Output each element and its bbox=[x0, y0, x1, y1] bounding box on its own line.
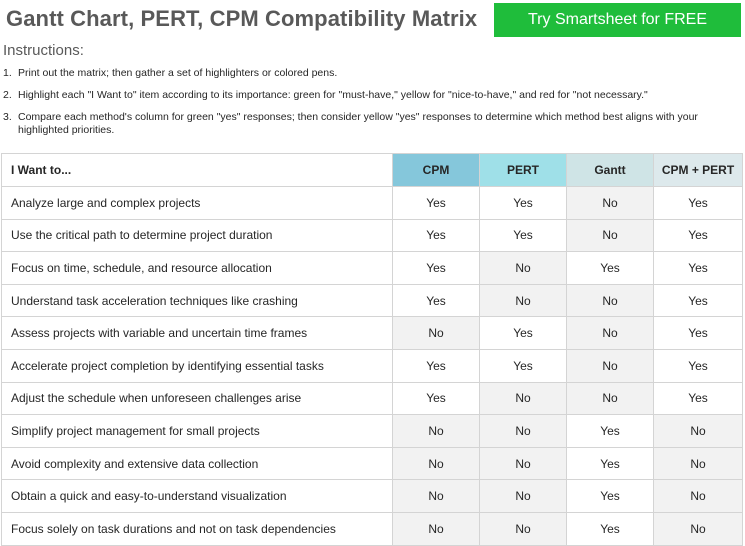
instruction-number: 1. bbox=[3, 67, 12, 79]
table-row bbox=[2, 219, 743, 252]
table-row bbox=[2, 447, 743, 480]
cpm-cell: No bbox=[393, 512, 480, 545]
compatibility-matrix-table bbox=[1, 153, 743, 546]
instruction-text: Highlight each "I Want to" item according to its importance: green for "must-have," yellow for "nice-to-have," and red for "not necessary." bbox=[18, 89, 648, 101]
header-pert: PERT bbox=[480, 154, 567, 187]
cpm-cell: No bbox=[393, 415, 480, 448]
cpm-cell: Yes bbox=[393, 382, 480, 415]
cpm-pert-cell: No bbox=[654, 512, 743, 545]
table-row bbox=[2, 187, 743, 220]
instruction-number: 2. bbox=[3, 89, 12, 101]
cpm-pert-cell: Yes bbox=[654, 349, 743, 382]
requirement-label: Assess projects with variable and uncertain time frames bbox=[2, 317, 393, 350]
table-row bbox=[2, 349, 743, 382]
instruction-text: Print out the matrix; then gather a set of highlighters or colored pens. bbox=[18, 67, 338, 79]
try-smartsheet-button[interactable]: Try Smartsheet for FREE bbox=[494, 3, 741, 37]
cpm-pert-cell: Yes bbox=[654, 187, 743, 220]
instruction-item bbox=[3, 89, 741, 102]
cpm-pert-cell: Yes bbox=[654, 317, 743, 350]
requirement-label: Accelerate project completion by identifying essential tasks bbox=[2, 349, 393, 382]
table-row bbox=[2, 415, 743, 448]
pert-cell: No bbox=[480, 284, 567, 317]
table-row bbox=[2, 252, 743, 285]
pert-cell: No bbox=[480, 252, 567, 285]
requirement-label: Avoid complexity and extensive data collection bbox=[2, 447, 393, 480]
cpm-cell: No bbox=[393, 447, 480, 480]
instruction-item bbox=[3, 111, 741, 137]
pert-cell: Yes bbox=[480, 349, 567, 382]
pert-cell: No bbox=[480, 415, 567, 448]
pert-cell: No bbox=[480, 512, 567, 545]
requirement-label: Use the critical path to determine project duration bbox=[2, 219, 393, 252]
requirement-label: Simplify project management for small projects bbox=[2, 415, 393, 448]
requirement-label: Focus on time, schedule, and resource allocation bbox=[2, 252, 393, 285]
pert-cell: No bbox=[480, 382, 567, 415]
header-i-want-to: I Want to... bbox=[2, 154, 393, 187]
instructions-heading: Instructions: bbox=[3, 42, 84, 59]
cpm-cell: Yes bbox=[393, 187, 480, 220]
cpm-pert-cell: No bbox=[654, 480, 743, 513]
pert-cell: No bbox=[480, 447, 567, 480]
gantt-cell: Yes bbox=[567, 480, 654, 513]
cpm-pert-cell: No bbox=[654, 415, 743, 448]
page-title: Gantt Chart, PERT, CPM Compatibility Matrix bbox=[6, 6, 478, 31]
gantt-cell: Yes bbox=[567, 415, 654, 448]
header-cpm-pert: CPM + PERT bbox=[654, 154, 743, 187]
cpm-pert-cell: Yes bbox=[654, 252, 743, 285]
table-row bbox=[2, 512, 743, 545]
cpm-pert-cell: Yes bbox=[654, 284, 743, 317]
gantt-cell: No bbox=[567, 284, 654, 317]
table-row bbox=[2, 382, 743, 415]
cpm-cell: Yes bbox=[393, 219, 480, 252]
cpm-cell: No bbox=[393, 317, 480, 350]
table-row bbox=[2, 480, 743, 513]
gantt-cell: No bbox=[567, 219, 654, 252]
cpm-pert-cell: No bbox=[654, 447, 743, 480]
instructions-list bbox=[3, 67, 741, 137]
gantt-cell: Yes bbox=[567, 447, 654, 480]
cpm-cell: Yes bbox=[393, 349, 480, 382]
cpm-cell: Yes bbox=[393, 284, 480, 317]
header-gantt: Gantt bbox=[567, 154, 654, 187]
gantt-cell: Yes bbox=[567, 252, 654, 285]
instruction-text: Compare each method's column for green "yes" responses; then consider yellow "yes" responses to determine which method best aligns with your highlighted priorities. bbox=[18, 111, 698, 136]
pert-cell: No bbox=[480, 480, 567, 513]
table-body bbox=[2, 187, 743, 546]
gantt-cell: No bbox=[567, 382, 654, 415]
gantt-cell: Yes bbox=[567, 512, 654, 545]
gantt-cell: No bbox=[567, 317, 654, 350]
instruction-number: 3. bbox=[3, 111, 12, 123]
gantt-cell: No bbox=[567, 187, 654, 220]
table-row bbox=[2, 317, 743, 350]
requirement-label: Adjust the schedule when unforeseen challenges arise bbox=[2, 382, 393, 415]
pert-cell: Yes bbox=[480, 317, 567, 350]
requirement-label: Obtain a quick and easy-to-understand visualization bbox=[2, 480, 393, 513]
table-row bbox=[2, 284, 743, 317]
pert-cell: Yes bbox=[480, 187, 567, 220]
instruction-item bbox=[3, 67, 741, 80]
requirement-label: Focus solely on task durations and not on task dependencies bbox=[2, 512, 393, 545]
cpm-cell: No bbox=[393, 480, 480, 513]
cpm-cell: Yes bbox=[393, 252, 480, 285]
cpm-pert-cell: Yes bbox=[654, 219, 743, 252]
cpm-pert-cell: Yes bbox=[654, 382, 743, 415]
gantt-cell: No bbox=[567, 349, 654, 382]
requirement-label: Analyze large and complex projects bbox=[2, 187, 393, 220]
table-header-row bbox=[2, 154, 743, 187]
pert-cell: Yes bbox=[480, 219, 567, 252]
requirement-label: Understand task acceleration techniques like crashing bbox=[2, 284, 393, 317]
header-cpm: CPM bbox=[393, 154, 480, 187]
